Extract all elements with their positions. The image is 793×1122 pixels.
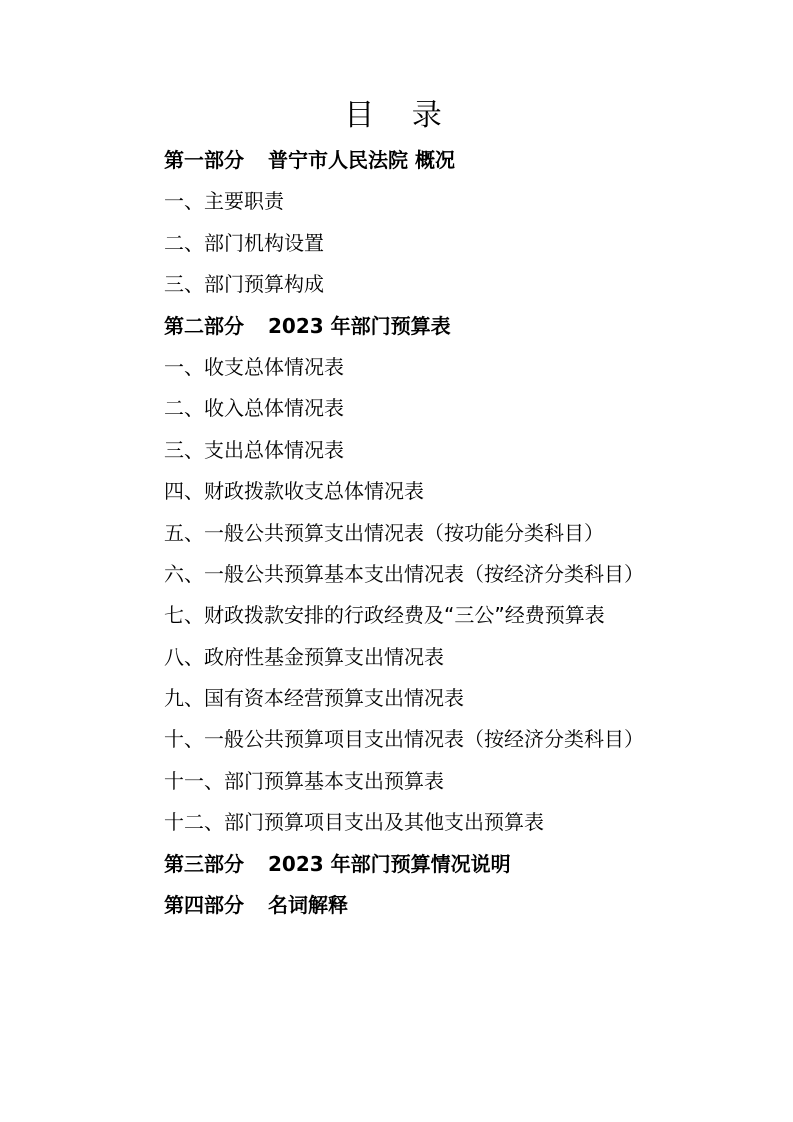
toc-part-1[interactable]	[164, 140, 764, 181]
toc-part-title: 2023 年部门预算情况说明	[268, 851, 511, 876]
toc-item[interactable]: 十二、部门预算项目支出及其他支出预算表	[164, 810, 544, 835]
toc-item[interactable]: 十一、部门预算基本支出预算表	[164, 768, 444, 793]
toc-item[interactable]: 四、财政拨款收支总体情况表	[164, 479, 424, 504]
toc-item[interactable]: 三、部门预算构成	[164, 272, 324, 297]
toc-item[interactable]: 一、主要职责	[164, 189, 284, 214]
toc-item[interactable]: 九、国有资本经营预算支出情况表	[164, 686, 464, 711]
table-of-contents	[164, 140, 764, 926]
toc-item[interactable]: 一、收支总体情况表	[164, 354, 344, 379]
toc-item[interactable]: 十、一般公共预算项目支出情况表（按经济分类科目）	[164, 727, 644, 752]
toc-part-title: 名词解释	[268, 893, 348, 918]
toc-part-title: 普宁市人民法院 概况	[268, 148, 455, 172]
toc-part-3[interactable]	[164, 844, 764, 885]
toc-item[interactable]: 六、一般公共预算基本支出情况表（按经济分类科目）	[164, 561, 644, 586]
toc-part-2[interactable]	[164, 306, 764, 347]
toc-item[interactable]: 七、财政拨款安排的行政经费及“三公”经费预算表	[164, 603, 605, 628]
toc-part-4[interactable]	[164, 885, 764, 926]
toc-part-title: 2023 年部门预算表	[268, 313, 451, 338]
toc-part-number: 第三部分	[164, 851, 244, 876]
toc-item[interactable]: 八、政府性基金预算支出情况表	[164, 644, 444, 669]
toc-item[interactable]: 二、部门机构设置	[164, 230, 324, 255]
toc-part-number: 第一部分	[164, 148, 244, 172]
toc-item[interactable]: 三、支出总体情况表	[164, 437, 344, 462]
page-title: 目 录	[344, 98, 456, 133]
toc-item[interactable]: 五、一般公共预算支出情况表（按功能分类科目）	[164, 520, 604, 545]
toc-item[interactable]: 二、收入总体情况表	[164, 396, 344, 421]
toc-part-number: 第二部分	[164, 313, 244, 338]
toc-part-number: 第四部分	[164, 893, 244, 918]
